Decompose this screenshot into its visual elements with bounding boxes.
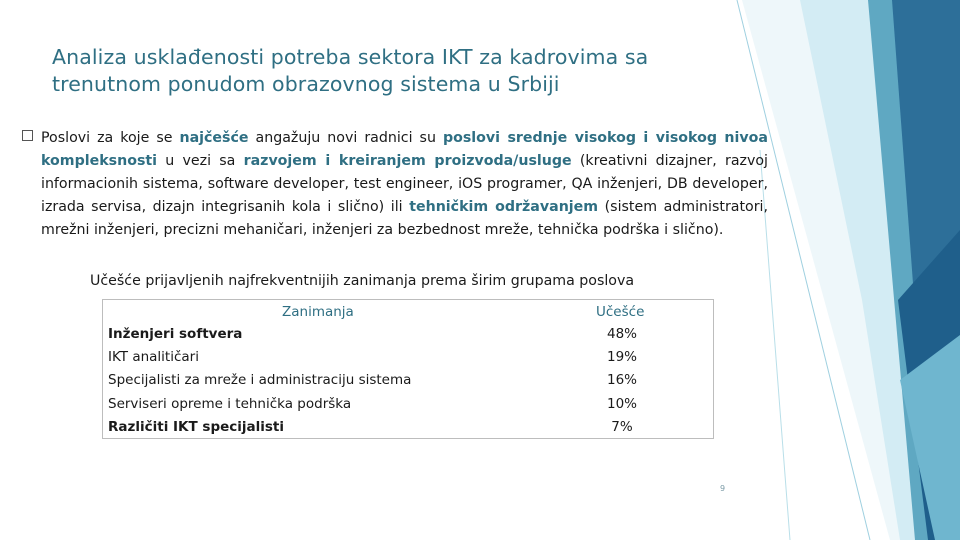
bullet-highlight-development: razvojem i kreiranjem proizvoda/usluge bbox=[243, 153, 572, 169]
page-number: 9 bbox=[720, 484, 726, 493]
slide-title-line-1: Analiza usklađenosti potreba sektora IKT za kadrovima sa bbox=[52, 45, 649, 69]
column-header-share: Učešće bbox=[596, 304, 645, 320]
bullet-text-seg1: Poslovi za koje se bbox=[41, 130, 180, 146]
table-row-label: IKT analitičari bbox=[108, 349, 199, 365]
table-row-label: Inženjeri softvera bbox=[108, 326, 243, 342]
bullet-highlight-maintenance: tehničkim održavanjem bbox=[409, 199, 599, 215]
slide-title bbox=[52, 44, 712, 98]
table-row-value: 48% bbox=[606, 326, 637, 342]
bullet-highlight-najcesce: najčešće bbox=[179, 130, 249, 146]
table-caption: Učešće prijavljenih najfrekventnijih zanimanja prema širim grupama poslova bbox=[90, 273, 635, 289]
table-row-label: Serviseri opreme i tehnička podrška bbox=[108, 396, 352, 412]
table-row-label: Različiti IKT specijalisti bbox=[108, 419, 285, 435]
table-row-value: 19% bbox=[606, 349, 637, 365]
table-row-value: 16% bbox=[606, 372, 637, 388]
bullet-text bbox=[41, 127, 768, 242]
bullet-text-seg3: angažuju novi radnici su bbox=[248, 130, 443, 146]
bullet-highlight-complexity: poslovi srednje visokog i visokog nivoa kompleksnosti bbox=[41, 130, 768, 169]
table-row-label: Specijalisti za mreže i administraciju sistema bbox=[108, 372, 412, 388]
table-row-value: 7% bbox=[611, 419, 633, 435]
bullet-text-seg7: (kreativni dizajner, razvoj informacionih sistema, software developer, test engineer, iOS programer, QA inženjeri, DB developer, izrada servisa, dizajn integrisanih kola i slično) ili bbox=[41, 153, 768, 215]
bullet-point bbox=[22, 127, 768, 242]
bullet-text-seg9: (sistem administratori, mrežni inženjeri, precizni mehaničari, inženjeri za bezbednost mreže, tehnička podrška i slično). bbox=[41, 199, 768, 238]
occupation-table bbox=[102, 299, 714, 439]
bullet-text-seg5: u vezi sa bbox=[157, 153, 244, 169]
column-header-occupation: Zanimanja bbox=[282, 304, 354, 320]
table-row-value: 10% bbox=[606, 396, 637, 412]
square-bullet-icon bbox=[22, 130, 33, 141]
slide-title-line-2: trenutnom ponudom obrazovnog sistema u Srbiji bbox=[52, 72, 560, 96]
